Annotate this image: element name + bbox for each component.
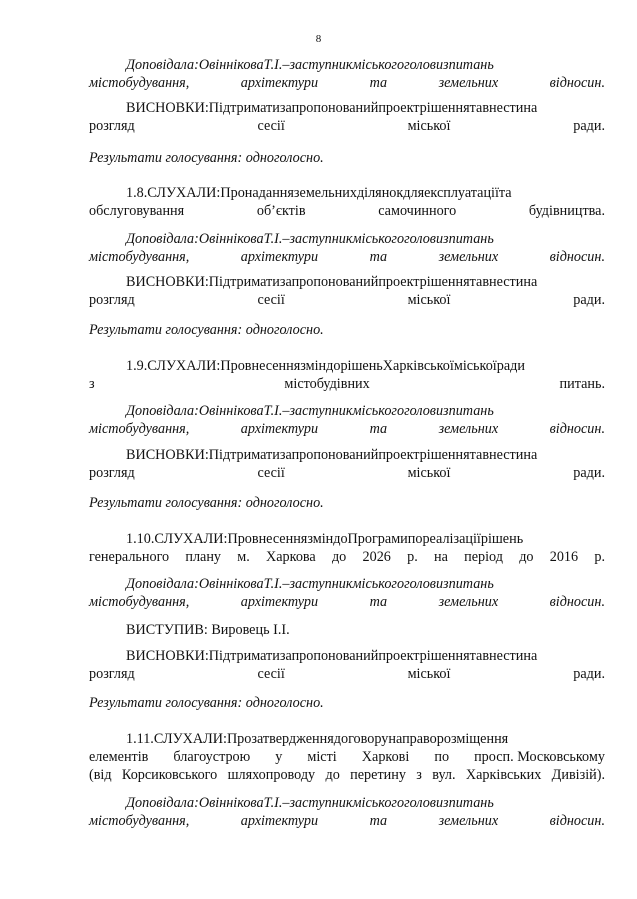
reporter-line: містобудування, архітектури та земельних відносин. bbox=[89, 813, 605, 829]
heard-paragraph bbox=[89, 530, 605, 566]
voting-result: Результати голосування: одноголосно. bbox=[89, 150, 324, 166]
heard-line: 1.9.СЛУХАЛИ:ПровнесеннязміндорішеньХарківськоїміськоїради bbox=[126, 358, 525, 374]
heard-word: у bbox=[275, 749, 283, 765]
voting-result: Результати голосування: одноголосно. bbox=[89, 322, 324, 338]
reporter-line: Доповідала:ОвінніковаТ.І.–заступникміськогоголовизпитань bbox=[126, 231, 494, 247]
heard-word: елементів bbox=[89, 749, 149, 765]
heard-line: генерального плану м. Харкова до 2026 р. на період до 2016 р. bbox=[89, 549, 605, 565]
heard-word: Харкові bbox=[361, 749, 410, 765]
conclusion-paragraph bbox=[89, 446, 605, 482]
conclusion-paragraph bbox=[89, 99, 605, 135]
reporter-line: Доповідала:ОвінніковаТ.І.–заступникміськогоголовизпитань bbox=[126, 403, 494, 419]
heard-word: благоустрою bbox=[173, 749, 251, 765]
reporter-line: містобудування, архітектури та земельних відносин. bbox=[89, 75, 605, 91]
heard-line: 1.11.СЛУХАЛИ:Прозатвердженнядоговорунаправорозміщення bbox=[126, 731, 509, 747]
heard-line-justified bbox=[89, 748, 605, 766]
voting-result: Результати голосування: одноголосно. bbox=[89, 495, 324, 511]
reporter-line: Доповідала:ОвінніковаТ.І.–заступникміськогоголовизпитань bbox=[126, 57, 494, 73]
speaker-line: ВИСТУПИВ: Вировець І.І. bbox=[126, 622, 290, 638]
conclusion-paragraph bbox=[89, 647, 605, 683]
heard-line: 1.8.СЛУХАЛИ:Пронаданняземельнихділянокдляексплуатаціїта bbox=[126, 185, 512, 201]
reporter-line: Доповідала:ОвінніковаТ.І.–заступникміськогоголовизпитань bbox=[126, 576, 494, 592]
heard-paragraph bbox=[89, 730, 605, 784]
heard-line: 1.10.СЛУХАЛИ:ПровнесеннязміндоПрограмипореалізаціїрішень bbox=[126, 531, 524, 547]
heard-word: місті bbox=[307, 749, 337, 765]
heard-line: з містобудівних питань. bbox=[89, 376, 605, 392]
voting-result: Результати голосування: одноголосно. bbox=[89, 695, 324, 711]
page-number: 8 bbox=[315, 33, 322, 45]
reporter-paragraph bbox=[89, 402, 605, 438]
conclusion-line: розгляд сесії міської ради. bbox=[89, 118, 605, 134]
reporter-line: містобудування, архітектури та земельних відносин. bbox=[89, 421, 605, 437]
conclusion-line: ВИСНОВКИ:Підтриматизапропонованийпроектрішеннятавнестина bbox=[126, 100, 538, 116]
conclusion-paragraph bbox=[89, 273, 605, 309]
heard-word: просп. Московському bbox=[474, 749, 605, 765]
conclusion-line: ВИСНОВКИ:Підтриматизапропонованийпроектрішеннятавнестина bbox=[126, 274, 538, 290]
reporter-line: Доповідала:ОвінніковаТ.І.–заступникміськогоголовизпитань bbox=[126, 795, 494, 811]
conclusion-line: ВИСНОВКИ:Підтриматизапропонованийпроектрішеннятавнестина bbox=[126, 447, 538, 463]
reporter-line: містобудування, архітектури та земельних відносин. bbox=[89, 249, 605, 265]
reporter-paragraph bbox=[89, 794, 605, 830]
heard-line: (від Корсиковського шляхопроводу до перетину з вул. Харківських Дивізій). bbox=[89, 767, 605, 783]
heard-word: по bbox=[434, 749, 450, 765]
reporter-paragraph bbox=[89, 230, 605, 266]
conclusion-line: ВИСНОВКИ:Підтриматизапропонованийпроектрішеннятавнестина bbox=[126, 648, 538, 664]
heard-paragraph bbox=[89, 184, 605, 220]
reporter-line: містобудування, архітектури та земельних відносин. bbox=[89, 594, 605, 610]
reporter-paragraph bbox=[89, 575, 605, 611]
conclusion-line: розгляд сесії міської ради. bbox=[89, 666, 605, 682]
conclusion-line: розгляд сесії міської ради. bbox=[89, 292, 605, 308]
reporter-paragraph bbox=[89, 56, 605, 92]
conclusion-line: розгляд сесії міської ради. bbox=[89, 465, 605, 481]
heard-line: обслуговування об’єктів самочинного будівництва. bbox=[89, 203, 605, 219]
heard-paragraph bbox=[89, 357, 605, 393]
